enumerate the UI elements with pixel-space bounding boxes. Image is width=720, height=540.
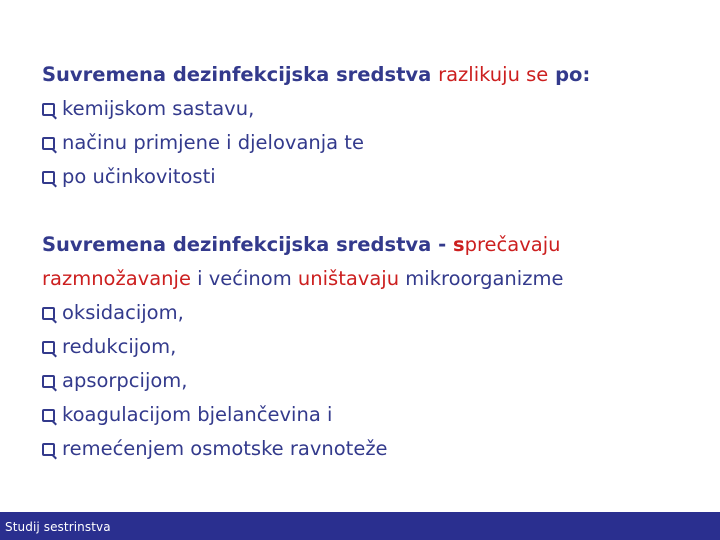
footer-bar [0,512,720,540]
list-item-text: apsorpcijom, [62,369,188,392]
section-heading [42,228,702,262]
list-item-text: redukcijom, [62,335,177,358]
section-subline [42,262,702,296]
checkbox-bullet-icon [42,171,55,184]
list-item [42,92,702,126]
list-item-text: remećenjem osmotske ravnoteže [62,437,388,460]
footer-label: Studij sestrinstva [5,520,111,534]
heading-text: Suvremena dezinfekcijska sredstva - [42,233,453,256]
list-item [42,160,702,194]
section-mechanisms [42,228,702,466]
list-item [42,398,702,432]
heading-highlight-bold: s [452,233,465,256]
highlight-text: razmnožavanje [42,267,191,290]
highlight-text: uništavaju [297,267,400,290]
checkbox-bullet-icon [42,137,55,150]
list-item-text: koagulacijom bjelančevina i [62,403,333,426]
checkbox-bullet-icon [42,307,55,320]
plain-text: mikroorganizme [399,267,564,290]
list-item-text: oksidacijom, [62,301,184,324]
checkbox-bullet-icon [42,341,55,354]
plain-text: i većinom [190,267,298,290]
checkbox-bullet-icon [42,443,55,456]
heading-highlight: razlikuju se [438,63,549,86]
list-item-text: po učinkovitosti [62,165,216,188]
list-item [42,126,702,160]
list-item [42,330,702,364]
checkbox-bullet-icon [42,103,55,116]
list-item-text: načinu primjene i djelovanja te [62,131,364,154]
checkbox-bullet-icon [42,409,55,422]
section-differences [42,58,702,194]
heading-highlight: prečavaju [464,233,561,256]
list-item [42,364,702,398]
list-item-text: kemijskom sastavu, [62,97,255,120]
section-heading [42,58,702,92]
list-item [42,432,702,466]
checkbox-bullet-icon [42,375,55,388]
heading-text-end: po: [548,63,591,86]
list-item [42,296,702,330]
heading-text: Suvremena dezinfekcijska sredstva [42,63,439,86]
